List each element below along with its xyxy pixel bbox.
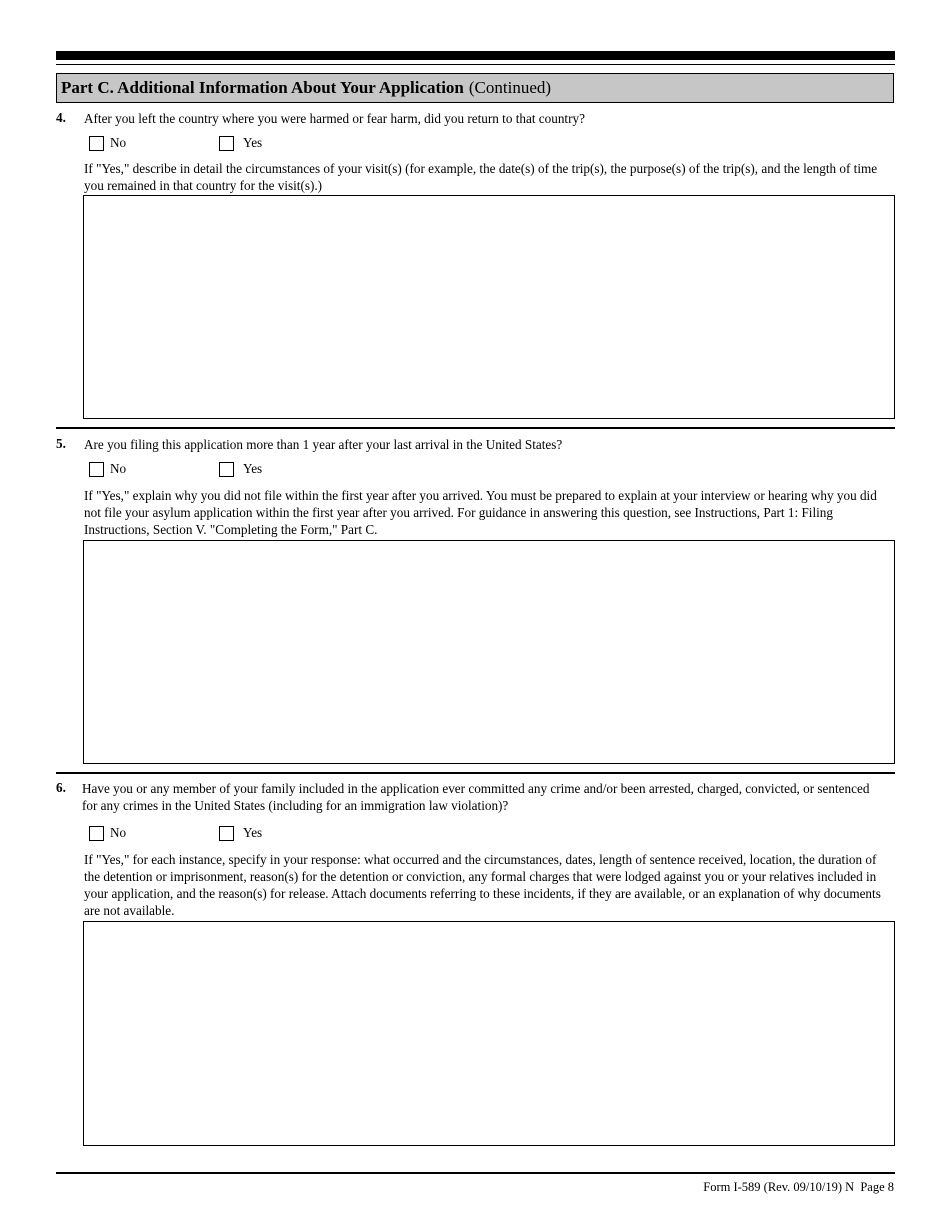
question-6-yes-label: Yes — [243, 825, 263, 840]
footer-rule — [56, 1172, 895, 1174]
question-4-number: 4. — [56, 110, 66, 125]
page-number: Page 8 — [860, 1180, 894, 1194]
question-6-answer-box[interactable] — [83, 921, 895, 1146]
top-rule-thin — [56, 64, 895, 65]
question-6-instruction: If "Yes," for each instance, specify in your response: what occurred and the circumstances, dates, length of sentence received, location, the duration of the detention or imprisonment, reason(s) for the detention or conviction, any formal charges that were lodged against you or your relatives included in your application, and the reason(s) for release. Attach documents referring to these incidents, if they are available, or an explanation of why documents are not available. — [84, 852, 881, 918]
part-c-header — [56, 73, 894, 103]
question-4-no-label: No — [110, 135, 127, 150]
question-5-divider — [56, 427, 895, 429]
question-6-number: 6. — [56, 780, 66, 795]
top-rule-thick — [56, 51, 895, 60]
question-6-divider — [56, 772, 895, 774]
question-5-yes-label: Yes — [243, 461, 263, 476]
question-5-no-checkbox[interactable] — [89, 462, 104, 477]
question-6-no-checkbox[interactable] — [89, 826, 104, 841]
question-6-text: Have you or any member of your family included in the application ever committed any crime and/or been arrested, charged, convicted, or sentenced for any crimes in the United States (including for an immigration law violation)? — [82, 781, 870, 813]
question-4-instruction: If "Yes," describe in detail the circumstances of your visit(s) (for example, the date(s) of the trip(s), the purpose(s) of the trip(s), and the length of time you remained in that country for the visit(s).) — [84, 161, 878, 193]
question-4-yes-checkbox[interactable] — [219, 136, 234, 151]
question-4-answer-box[interactable] — [83, 195, 895, 419]
question-5-yes-checkbox[interactable] — [219, 462, 234, 477]
question-5-no-label: No — [110, 461, 127, 476]
question-5-text: Are you filing this application more than 1 year after your last arrival in the United States? — [84, 437, 563, 452]
question-4-text: After you left the country where you were harmed or fear harm, did you return to that country? — [84, 111, 585, 126]
question-4-no-checkbox[interactable] — [89, 136, 104, 151]
question-5-instruction: If "Yes," explain why you did not file within the first year after you arrived. You must be prepared to explain at your interview or hearing why you did not file your asylum application within the first year after you arrived. For guidance in answering this question, see Instructions, Part 1: Filing Instructions, Section V. "Completing the Form," Part C. — [84, 488, 877, 537]
question-6-no-label: No — [110, 825, 127, 840]
part-continued: (Continued) — [468, 78, 552, 97]
question-4-yes-label: Yes — [243, 135, 263, 150]
question-6-yes-checkbox[interactable] — [219, 826, 234, 841]
footer — [703, 1180, 894, 1195]
form-id: Form I-589 (Rev. 09/10/19) N — [703, 1180, 855, 1194]
question-5-number: 5. — [56, 436, 66, 451]
part-title: Part C. Additional Information About Your Application — [61, 78, 464, 97]
question-5-answer-box[interactable] — [83, 540, 895, 764]
